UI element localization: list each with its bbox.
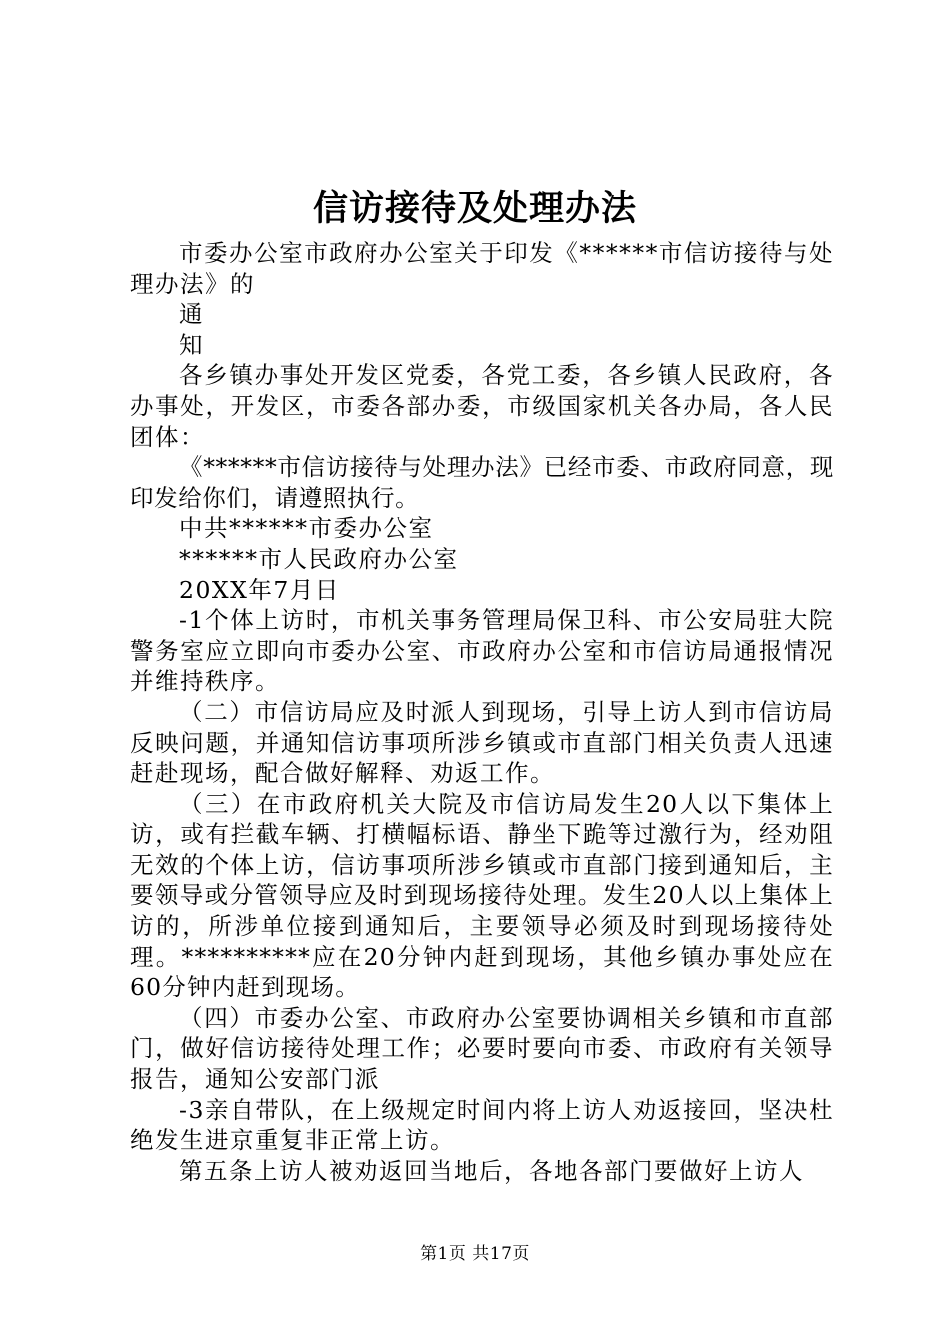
clause-two: （二）市信访局应及时派人到现场，引导上访人到市信访局反映问题，并通知信访事项所涉乡镇或市直部门相关负责人迅速赶赴现场，配合做好解释、劝返工作。	[130, 697, 834, 788]
issuer-party-office: 中共******市委办公室	[179, 514, 434, 543]
clause-four: （四）市委办公室、市政府办公室要协调相关乡镇和市直部门，做好信访接待处理工作；必要时要向市委、市政府有关领导报告，通知公安部门派	[130, 1003, 834, 1094]
article-five: 第五条上访人被劝返回当地后，各地各部门要做好上访人	[179, 1156, 804, 1185]
notice-heading: 市委办公室市政府办公室关于印发《******市信访接待与处理办法》的	[130, 239, 834, 298]
clause-three: （三）在市政府机关大院及市信访局发生20人以下集体上访，或有拦截车辆、打横幅标语、静坐下跪等过激行为，经劝阻无效的个体上访，信访事项所涉乡镇或市直部门接到通知后，主要领导或分管领导应及时到现场接待处理。发生20人以上集体上访的，所涉单位接到通知后，主要领导必须及时到现场接待处理。**********应在20分钟内赶到现场，其他乡镇办事处应在60分钟内赶到现场。	[130, 789, 834, 1002]
clause-escort-return: -3亲自带队，在上级规定时间内将上访人劝返接回，坚决杜绝发生进京重复非正常上访。	[130, 1095, 834, 1155]
notice-body-paragraph: 《******市信访接待与处理办法》已经市委、市政府同意，现印发给你们，请遵照执行。	[130, 453, 834, 512]
addressee-paragraph: 各乡镇办事处开发区党委，各党工委，各乡镇人民政府，各办事处，开发区，市委各部办委，市级国家机关各办局，各人民团体：	[130, 361, 834, 451]
page-number-footer: 第1页 共17页	[420, 1244, 530, 1264]
issuer-government-office: ******市人民政府办公室	[179, 544, 459, 573]
notice-heading-char-2: 知	[179, 330, 204, 359]
notice-heading-char-1: 通	[179, 300, 204, 329]
document-title: 信访接待及处理办法	[312, 188, 637, 229]
issue-date: 20XX年7月日	[179, 575, 340, 604]
clause-individual-visit: -1个体上访时，市机关事务管理局保卫科、市公安局驻大院警务室应立即向市委办公室、市政府办公室和市信访局通报情况并维持秩序。	[130, 606, 834, 696]
document-body	[130, 238, 834, 1186]
